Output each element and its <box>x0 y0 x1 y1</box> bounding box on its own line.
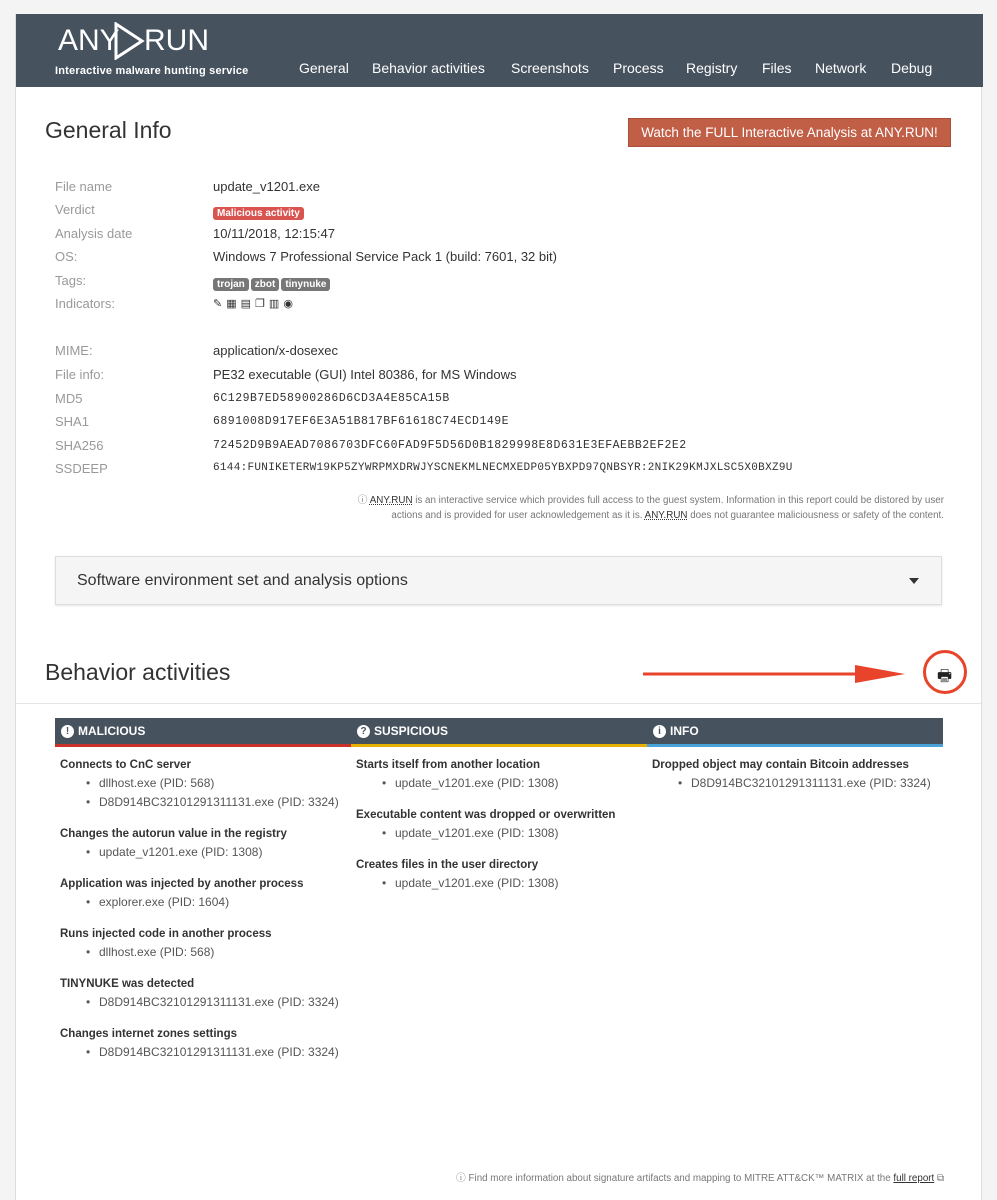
process-link[interactable]: • dllhost.exe (PID: 568) <box>60 774 351 792</box>
file-name-value: update_v1201.exe <box>213 179 320 194</box>
behavior-group: Connects to CnC server • dllhost.exe (PID: 568) • D8D914BC32101291311131.exe (PID: 3324) <box>55 758 351 811</box>
analysis-date-value: 10/11/2018, 12:15:47 <box>213 226 335 241</box>
anyrun-logo[interactable] <box>58 22 218 62</box>
malicious-column <box>55 718 351 1061</box>
behavior-group: Starts itself from another location • update_v1201.exe (PID: 1308) <box>351 758 647 792</box>
mime-value: application/x-dosexec <box>213 343 339 358</box>
syringe-icon[interactable]: ✎ <box>213 298 223 310</box>
tag-trojan[interactable]: trojan <box>213 278 249 291</box>
tag-tinynuke[interactable]: tinynuke <box>281 278 330 291</box>
file-info-label: File info: <box>55 367 105 382</box>
eye-icon[interactable]: ◉ <box>283 298 293 310</box>
info-icon: ⓘ <box>456 1173 466 1184</box>
md5-value: 6C129B7ED58900286D6CD3A4E85CA15B <box>213 392 450 405</box>
nav-files[interactable]: Files <box>762 60 792 76</box>
printer-icon: 🖶 <box>937 668 953 685</box>
info-icon: ⓘ <box>357 495 368 506</box>
footer-note: ⓘ Find more information about signature artifacts and mapping to MITRE ATT&CK™ MATRIX at the full report ⧉ <box>456 1173 944 1184</box>
info-circle-icon: i <box>653 725 666 738</box>
tags-label: Tags: <box>55 273 87 288</box>
process-link[interactable]: • update_v1201.exe (PID: 1308) <box>356 774 647 792</box>
malicious-bar <box>55 744 351 747</box>
process-link[interactable]: • update_v1201.exe (PID: 1308) <box>356 824 647 842</box>
ssdeep-label: SSDEEP <box>55 461 108 476</box>
suspicious-header: ? SUSPICIOUS <box>351 718 647 744</box>
suspicious-column <box>351 718 647 892</box>
behavior-group: Creates files in the user directory • update_v1201.exe (PID: 1308) <box>351 858 647 892</box>
general-info-title: General Info <box>45 117 172 143</box>
registry-icon[interactable]: ▤ <box>240 298 252 310</box>
nav-process[interactable]: Process <box>613 60 664 76</box>
indicators-label: Indicators: <box>55 296 115 311</box>
process-link[interactable]: • D8D914BC32101291311131.exe (PID: 3324) <box>60 793 350 811</box>
suspicious-bar <box>351 744 647 747</box>
print-button[interactable] <box>923 650 967 694</box>
report-page <box>15 14 982 1200</box>
software-environment-accordion[interactable] <box>55 556 942 605</box>
copy-icon[interactable]: ❐ <box>255 298 265 310</box>
behavior-group: Changes internet zones settings • D8D914BC32101291311131.exe (PID: 3324) <box>55 1027 351 1061</box>
behavior-group: Changes the autorun value in the registry • update_v1201.exe (PID: 1308) <box>55 827 351 861</box>
process-link[interactable]: • D8D914BC32101291311131.exe (PID: 3324) <box>652 774 932 792</box>
sha1-value: 6891008D917EF6E3A51B817BF61618C74ECD149E <box>213 415 510 428</box>
process-link[interactable]: • D8D914BC32101291311131.exe (PID: 3324) <box>60 1043 351 1061</box>
ssdeep-value: 6144:FUNIKETERW19KP5ZYWRPMXDRWJYSCNEKMLNECMXEDP05YBXPD97QNBSYR:2NIK29KMJXLSC5X0BXZ9U <box>213 462 793 474</box>
caret-down-icon <box>909 578 919 584</box>
os-label: OS: <box>55 249 78 264</box>
verdict-badge: Malicious activity <box>213 207 304 220</box>
behavior-group: Executable content was dropped or overwritten • update_v1201.exe (PID: 1308) <box>351 808 647 842</box>
tagline: Interactive malware hunting service <box>55 65 249 77</box>
mime-label: MIME: <box>55 343 93 358</box>
logo-any-text: ANY <box>58 24 120 57</box>
nav-general[interactable]: General <box>299 60 349 76</box>
verdict-label: Verdict <box>55 202 95 217</box>
behavior-group: Dropped object may contain Bitcoin addresses • D8D914BC32101291311131.exe (PID: 3324) <box>647 758 943 792</box>
nav-behavior-activities[interactable]: Behavior activities <box>372 60 485 76</box>
behavior-group: TINYNUKE was detected • D8D914BC32101291311131.exe (PID: 3324) <box>55 977 351 1011</box>
info-bar <box>647 744 943 747</box>
disclaimer-brand-link-2[interactable]: ANY.RUN <box>644 510 688 521</box>
file-info-value: PE32 executable (GUI) Intel 80386, for MS Windows <box>213 367 517 382</box>
info-header: i INFO <box>647 718 943 744</box>
arrow-right-icon <box>643 665 913 685</box>
top-header <box>16 14 983 87</box>
nav-registry[interactable]: Registry <box>686 60 738 76</box>
nav-debug[interactable]: Debug <box>891 60 933 76</box>
external-link-icon: ⧉ <box>937 1173 944 1184</box>
nav-network[interactable]: Network <box>815 60 867 76</box>
process-link[interactable]: • D8D914BC32101291311131.exe (PID: 3324) <box>60 993 351 1011</box>
analysis-date-label: Analysis date <box>55 226 133 241</box>
behavior-group: Application was injected by another process • explorer.exe (PID: 1604) <box>55 877 351 911</box>
behavior-activities-title: Behavior activities <box>45 659 231 685</box>
process-link[interactable]: • explorer.exe (PID: 1604) <box>60 893 351 911</box>
disclaimer-brand-link[interactable]: ANY.RUN <box>369 495 413 506</box>
md5-label: MD5 <box>55 391 83 406</box>
network-icon[interactable]: ▦ <box>226 298 237 310</box>
file-write-icon[interactable]: ▥ <box>268 298 280 310</box>
os-value: Windows 7 Professional Service Pack 1 (build: 7601, 32 bit) <box>213 249 557 264</box>
tag-zbot[interactable]: zbot <box>251 278 280 291</box>
watch-full-analysis-button[interactable]: Watch the FULL Interactive Analysis at ANY.RUN! <box>628 118 951 147</box>
malicious-header: ! MALICIOUS <box>55 718 351 744</box>
process-link[interactable]: • update_v1201.exe (PID: 1308) <box>356 874 647 892</box>
disclaimer: ⓘ ANY.RUN is an interactive service which provides full access to the guest system. Information in this report could be distored by user actions and is provided for user acknowledgement as it is. ANY.RUN does not guarantee maliciousness or safety of the content. <box>357 495 944 521</box>
info-column <box>647 718 943 792</box>
sha1-label: SHA1 <box>55 414 89 429</box>
file-name-label: File name <box>55 179 113 194</box>
behavior-group: Runs injected code in another process • dllhost.exe (PID: 568) <box>55 927 351 961</box>
section-divider <box>16 703 983 704</box>
software-environment-title: Software environment set and analysis options <box>77 572 408 589</box>
exclamation-icon: ! <box>61 725 74 738</box>
question-icon: ? <box>357 725 370 738</box>
full-report-link[interactable]: full report <box>893 1173 935 1184</box>
process-link[interactable]: • dllhost.exe (PID: 568) <box>60 943 351 961</box>
nav-screenshots[interactable]: Screenshots <box>511 60 589 76</box>
logo-play-icon <box>113 22 145 60</box>
process-link[interactable]: • update_v1201.exe (PID: 1308) <box>60 843 351 861</box>
sha256-label: SHA256 <box>55 438 104 453</box>
sha256-value: 72452D9B9AEAD7086703DFC60FAD9F5D56D0B1829998E8D631E3EFAEBB2EF2E2 <box>213 439 687 452</box>
logo-run-text: RUN <box>144 24 209 57</box>
